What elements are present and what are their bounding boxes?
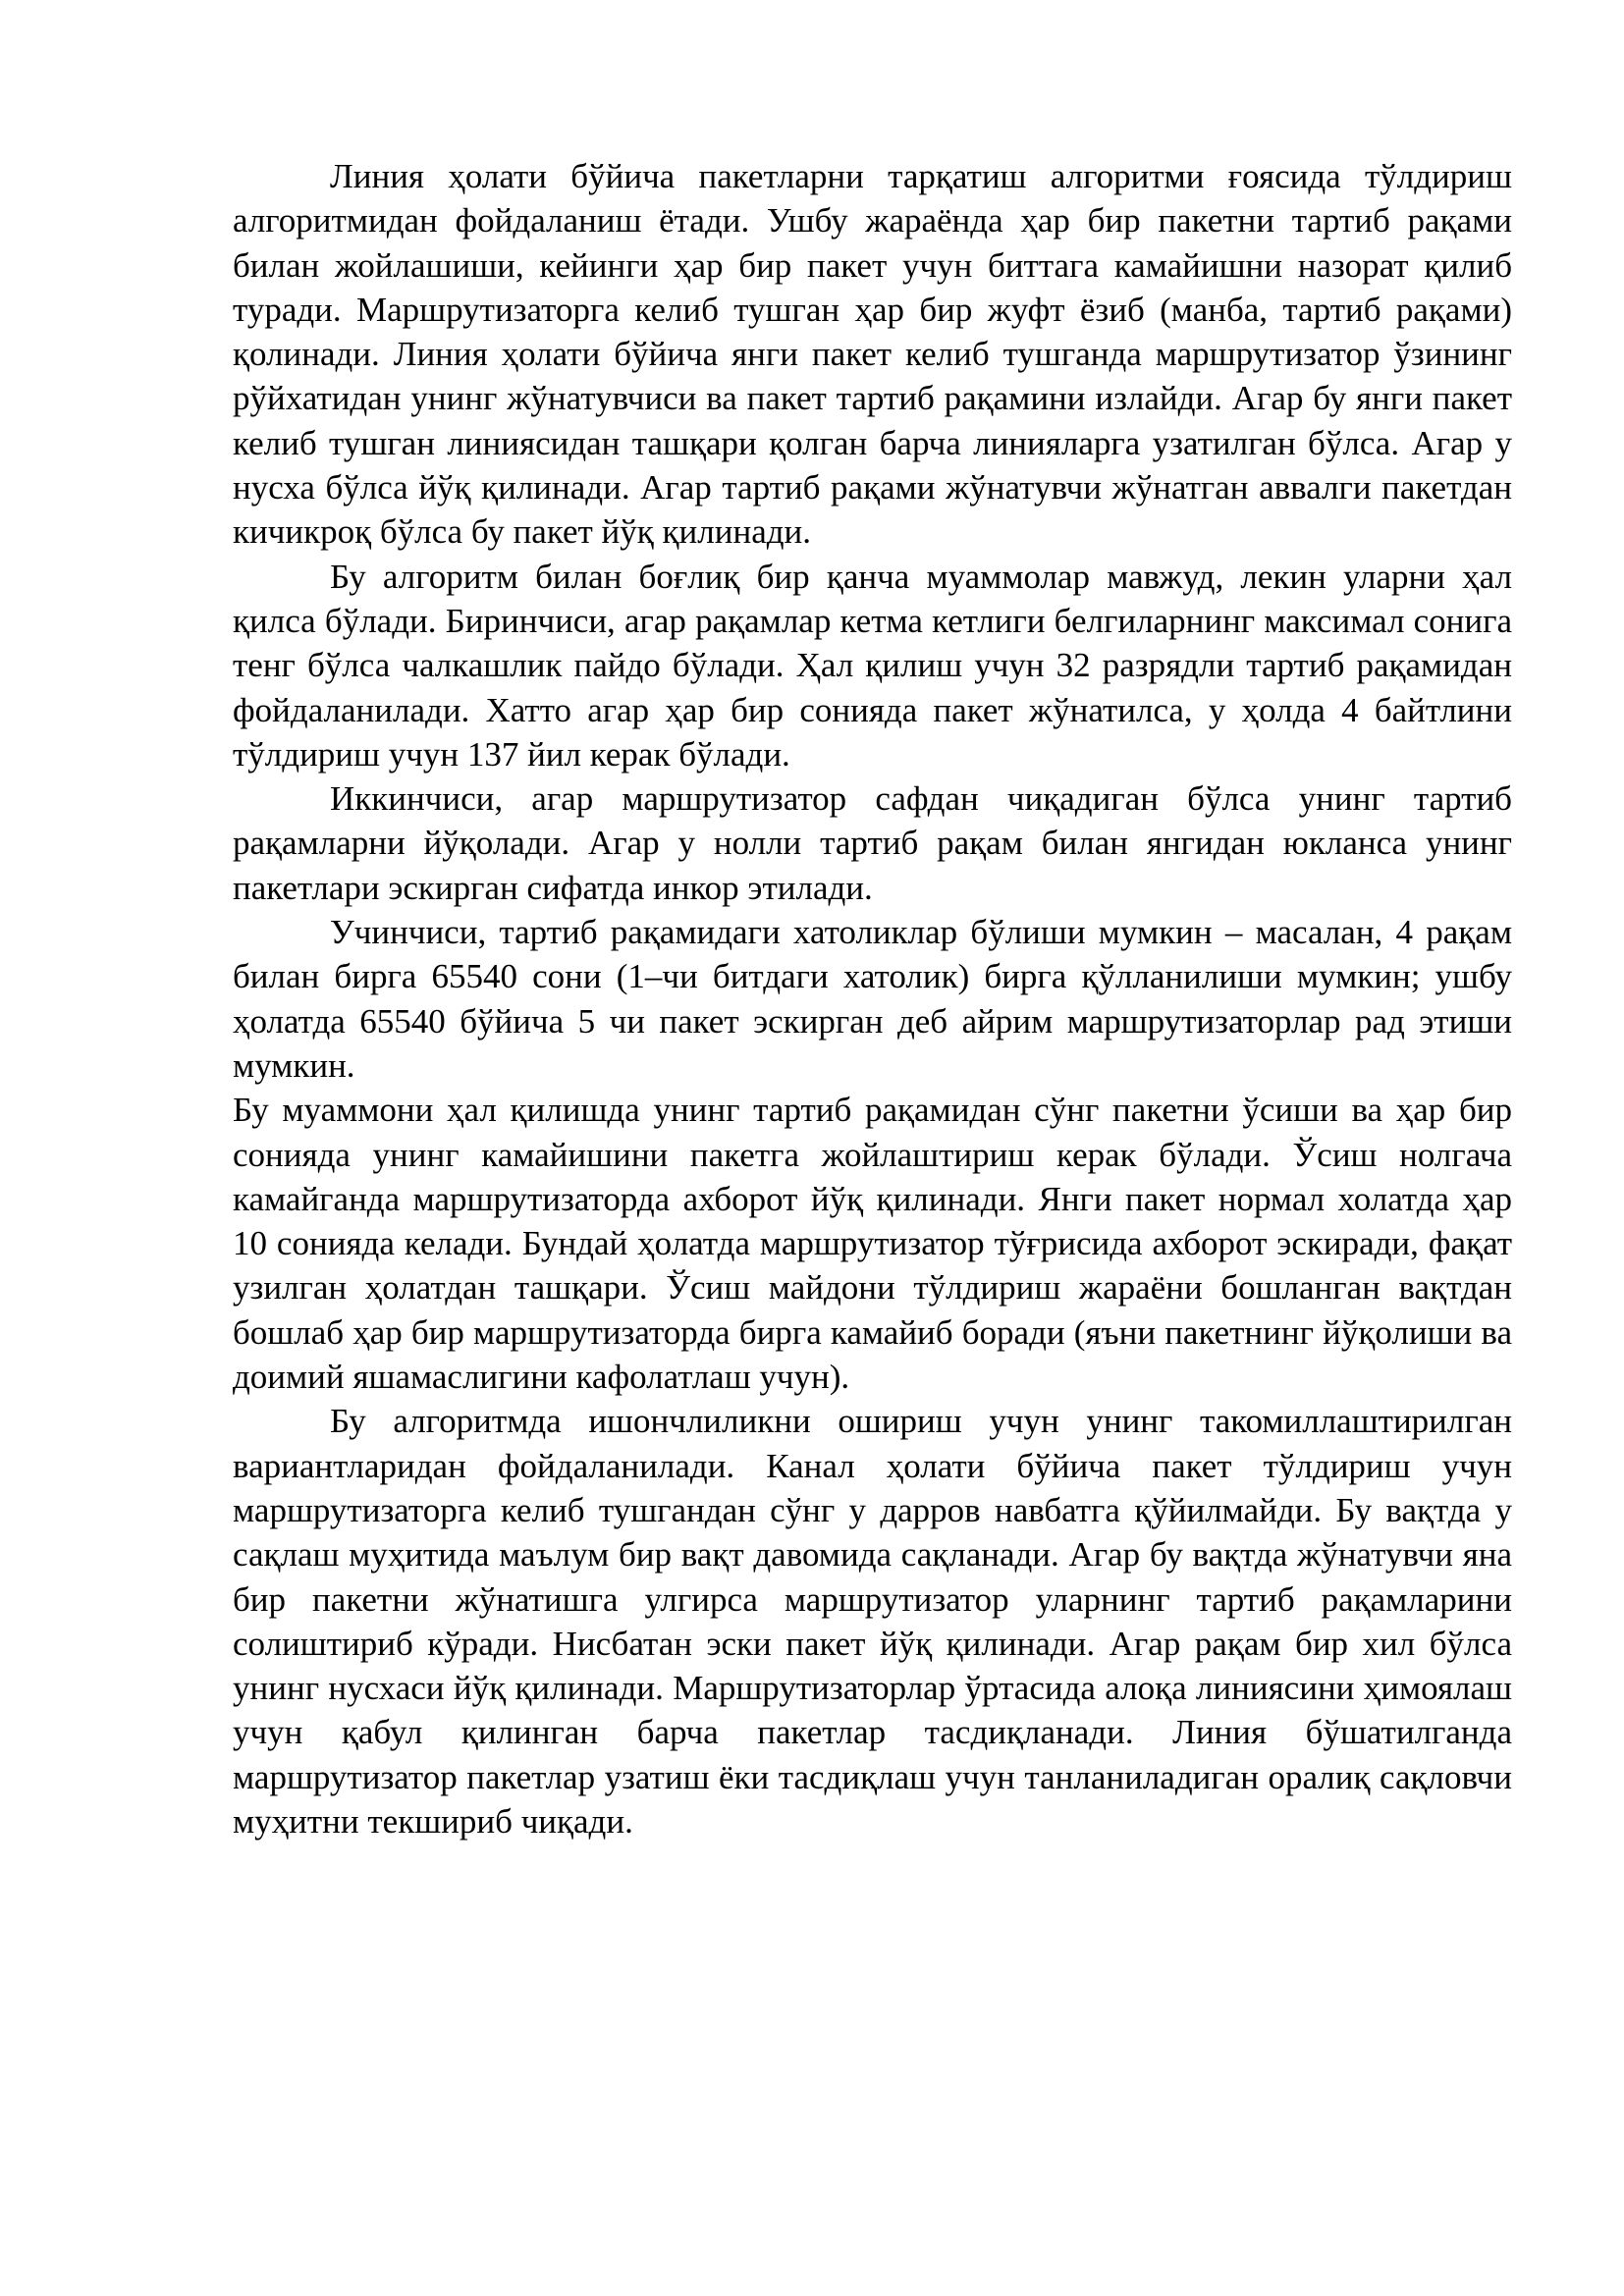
paragraph-2: Бу алгоритм билан боғлиқ бир қанча муаммолар мавжуд, лекин уларни ҳал қилса бўлади. Биринчиси, агар рақамлар кетма кетлиги белгиларнинг максимал сонига тенг бўлса чалкашлик пайдо бўлади. Ҳал қилиш учун 32 разрядли тартиб рақамидан фойдаланилади. Хатто агар ҳар бир сонияда пакет жўнатилса, у ҳолда 4 байтлини тўлдириш учун 137 йил керак бўлади. (233, 557, 1512, 774)
document-body (233, 154, 1512, 1843)
paragraph-1: Линия ҳолати бўйича пакетларни тарқатиш алгоритми ғоясида тўлдириш алгоритмидан фойдаланиш ётади. Ушбу жараёнда ҳар бир пакетни тартиб рақами билан жойлашиши, кейинги ҳар бир пакет учун биттага камайишни назорат қилиб туради. Маршрутизаторга келиб тушган ҳар бир жуфт ёзиб (манба, тартиб рақами) қолинади. Линия ҳолати бўйича янги пакет келиб тушганда маршрутизатор ўзининг рўйхатидан унинг жўнатувчиси ва пакет тартиб рақамини излайди. Агар бу янги пакет келиб тушган линиясидан ташқари қолган барча линияларга узатилган бўлса. Агар у нусха бўлса йўқ қилинади. Агар тартиб рақами жўнатувчи жўнатган аввалги пакетдан кичикроқ бўлса бу пакет йўқ қилинади. (233, 157, 1512, 552)
paragraph-4: Учинчиси, тартиб рақамидаги хатоликлар бўлиши мумкин – масалан, 4 рақам билан бирга 65540 сони (1–чи битдаги хатолик) бирга қўлланилиши мумкин; ушбу ҳолатда 65540 бўйича 5 чи пакет эскирган деб айрим маршрутизаторлар рад этиши мумкин. (233, 913, 1512, 1085)
paragraph-3: Иккинчиси, агар маршрутизатор сафдан чиқадиган бўлса унинг тартиб рақамларни йўқолади. Агар у нолли тартиб рақам билан янгидан юкланса унинг пакетлари эскирган сифатда инкор этилади. (233, 779, 1512, 907)
paragraph-5: Бу муаммони ҳал қилишда унинг тартиб рақамидан сўнг пакетни ўсиши ва ҳар бир сонияда унинг камайишини пакетга жойлаштириш керак бўлади. Ўсиш нолгача камайганда маршрутизаторда ахборот йўқ қилинади. Янги пакет нормал холатда ҳар 10 сонияда келади. Бундай ҳолатда маршрутизатор тўғрисида ахборот эскиради, фақат узилган ҳолатдан ташқари. Ўсиш майдони тўлдириш жараёни бошланган вақтдан бошлаб ҳар бир маршрутизаторда бирга камайиб боради (яъни пакетнинг йўқолиши ва доимий яшамаслигини кафолатлаш учун). (233, 1091, 1512, 1397)
paragraph-6: Бу алгоритмда ишончлиликни ошириш учун унинг такомиллаштирилган вариантларидан фойдаланилади. Канал ҳолати бўйича пакет тўлдириш учун маршрутизаторга келиб тушгандан сўнг у дарров навбатга қўйилмайди. Бу вақтда у сақлаш муҳитида маълум бир вақт давомида сақланади. Агар бу вақтда жўнатувчи яна бир пакетни жўнатишга улгирса маршрутизатор уларнинг тартиб рақамларини солиштириб кўради. Нисбатан эски пакет йўқ қилинади. Агар рақам бир хил бўлса унинг нусхаси йўқ қилинади. Маршрутизаторлар ўртасида алоқа линиясини ҳимоялаш учун қабул қилинган барча пакетлар тасдиқланади. Линия бўшатилганда маршрутизатор пакетлар узатиш ёки тасдиқлаш учун танланиладиган оралиқ сақловчи муҳитни текшириб чиқади. (233, 1402, 1512, 1841)
